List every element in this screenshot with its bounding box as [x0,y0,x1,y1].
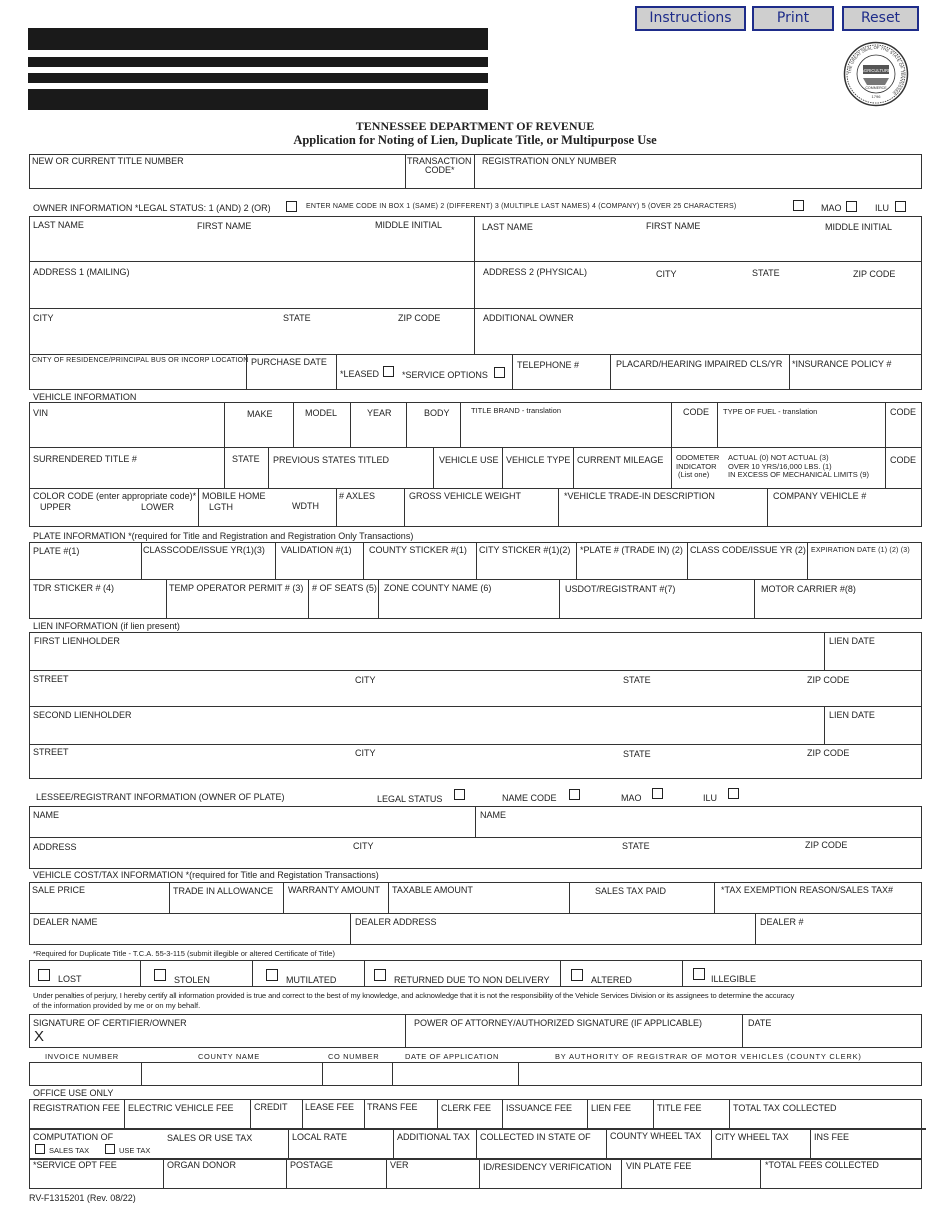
owner1-middle-initial-field[interactable]: MIDDLE INITIAL [375,220,443,230]
service-options-checkbox[interactable] [494,367,505,378]
barcode-bar [28,28,488,50]
lessee-name-code-checkbox[interactable] [569,789,580,800]
purchase-date-field[interactable]: PURCHASE DATE [251,357,327,367]
mao-checkbox[interactable] [846,201,857,212]
leased-checkbox[interactable] [383,366,394,377]
expiration-date-field[interactable]: EXPIRATION DATE (1) (2) (3) [811,547,910,554]
class-code-issue-field[interactable]: CLASS CODE/ISSUE YR (2) [690,545,806,555]
motor-carrier-field[interactable]: MOTOR CARRIER #(8) [761,584,856,594]
ev-fee-field[interactable]: ELECTRIC VEHICLE FEE [128,1103,234,1113]
fuel-type-field[interactable]: TYPE OF FUEL - translation [723,407,818,416]
clerk-fee-field[interactable]: CLERK FEE [441,1103,492,1113]
dealer-number-field[interactable]: DEALER # [760,917,804,927]
lessee-legal-status-checkbox[interactable] [454,789,465,800]
date-of-application-field[interactable] [395,1066,515,1084]
color-code-field[interactable]: COLOR CODE (enter appropriate code)* [33,491,197,501]
sales-tax-paid-field[interactable]: SALES TAX PAID [595,886,667,896]
instructions-button[interactable]: Instructions [635,6,746,31]
warranty-amount-field[interactable]: WARRANTY AMOUNT [288,885,381,895]
insurance-policy-field[interactable]: *INSURANCE POLICY # [792,359,892,369]
company-vehicle-field[interactable]: COMPANY VEHICLE # [773,491,867,501]
body-field[interactable]: BODY [424,408,450,418]
lien2-street-field[interactable]: STREET [33,747,69,757]
total-tax-field[interactable]: TOTAL TAX COLLECTED [733,1103,837,1113]
lien-fee-field[interactable]: LIEN FEE [591,1103,632,1113]
classcode-field[interactable]: CLASSCODE/ISSUE YR(1)(3) [143,545,265,555]
duplicate-requirement-note: *Required for Duplicate Title - T.C.A. 55-3-115 (submit illegible or altered Certificate of Title) [33,949,335,958]
surrendered-state-field[interactable]: STATE [232,454,260,464]
certification-text: Under penalties of perjury, I hereby certify all information provided is true and correct to the best of my knowledge, and acknowledge that it is not the responsibility of the Vehicle Services Division or its assignees to determine the accuracy [33,991,795,1000]
make-field[interactable]: MAKE [247,409,273,419]
county-residence-field[interactable]: CNTY OF RESIDENCE/PRINCIPAL BUS OR INCORP LOCATION [32,357,249,364]
lien1-street-field[interactable]: STREET [33,674,69,684]
model-field[interactable]: MODEL [305,408,338,418]
barcode-bar [28,89,488,110]
tax-exemption-field[interactable]: *TAX EXEMPTION REASON/SALES TAX# [721,885,894,895]
poa-signature-field[interactable]: POWER OF ATTORNEY/AUTHORIZED SIGNATURE (IF APPLICABLE) [414,1018,703,1028]
brand-code-field[interactable]: CODE [683,407,710,417]
trade-allowance-field[interactable]: TRADE IN ALLOWANCE [173,886,274,896]
second-lienholder-field[interactable]: SECOND LIENHOLDER [33,710,132,720]
tdr-sticker-field[interactable]: TDR STICKER # (4) [33,583,115,593]
id-residency-field[interactable]: ID/RESIDENCY VERIFICATION [483,1162,612,1172]
taxable-amount-field[interactable]: TAXABLE AMOUNT [392,885,473,895]
total-fees-field[interactable]: *TOTAL FEES COLLECTED [765,1160,879,1170]
postage-field[interactable]: POSTAGE [290,1160,333,1170]
plate-trade-in-field[interactable]: *PLATE # (TRADE IN) (2) [580,545,683,555]
mobile-home-field[interactable]: MOBILE HOME [202,491,266,501]
address1-field[interactable]: ADDRESS 1 (MAILING) [33,267,130,277]
credit-field[interactable]: CREDIT [254,1102,288,1112]
trans-fee-field[interactable]: TRANS FEE [367,1102,418,1112]
lost-checkbox[interactable] [38,969,50,981]
axles-field[interactable]: # AXLES [339,491,376,501]
city-wheel-tax-field[interactable]: CITY WHEEL TAX [715,1132,789,1142]
first-lien-date-field[interactable]: LIEN DATE [829,636,875,646]
transaction-code-field[interactable]: TRANSACTION [407,156,472,166]
computation-label: COMPUTATION OF [33,1132,114,1142]
state-seal-icon [843,41,909,107]
city-sticker-field[interactable]: CITY STICKER #(1)(2) [479,545,571,555]
zone-county-field[interactable]: ZONE COUNTY NAME (6) [384,583,492,593]
form-number: RV-F1315201 (Rev. 08/22) [29,1193,136,1203]
usdot-field[interactable]: USDOT/REGISTRANT #(7) [565,584,676,594]
sales-tax-checkbox[interactable] [35,1144,45,1154]
lien-info-label: LIEN INFORMATION (if lien present) [33,621,180,631]
signature-field[interactable]: SIGNATURE OF CERTIFIER/OWNER [33,1018,187,1028]
mutilated-checkbox[interactable] [266,969,278,981]
lessee-address-field[interactable]: ADDRESS [33,842,77,852]
plate-info-label: PLATE INFORMATION *(required for Title and Registration and Registration Only Transactions) [33,531,414,541]
dept-name: TENNESSEE DEPARTMENT OF REVENUE [355,119,595,133]
county-number-field[interactable] [325,1066,390,1084]
ins-fee-field[interactable]: INS FEE [814,1132,850,1142]
organ-donor-field[interactable]: ORGAN DONOR [167,1160,237,1170]
county-wheel-tax-field[interactable]: COUNTY WHEEL TAX [610,1131,702,1141]
altered-checkbox[interactable] [571,969,583,981]
seats-field[interactable]: # OF SEATS (5) [312,583,377,593]
vehicle-info-label: VEHICLE INFORMATION [33,392,137,402]
local-rate-field[interactable]: LOCAL RATE [292,1132,348,1142]
surrendered-title-field[interactable]: SURRENDERED TITLE # [33,454,137,464]
registration-fee-field[interactable]: REGISTRATION FEE [33,1103,120,1113]
owner-zip-field[interactable]: ZIP CODE [398,313,441,323]
lessee-info-label: LESSEE/REGISTRANT INFORMATION (OWNER OF PLATE) [36,792,285,802]
ilu-checkbox[interactable] [895,201,906,212]
year-field[interactable]: YEAR [367,408,392,418]
lessee-name-field[interactable]: NAME [33,810,60,820]
lessee-name2-field[interactable]: NAME [480,810,507,820]
illegible-checkbox[interactable] [693,968,705,980]
owner2-first-name-field[interactable]: FIRST NAME [646,221,701,231]
additional-owner-field[interactable]: ADDITIONAL OWNER [483,313,574,323]
svg-text:THE GREAT SEAL OF THE STATE OF: THE GREAT SEAL OF THE STATE OF TENNESSEE [846,44,906,96]
vehicle-type-field[interactable]: VEHICLE TYPE [506,455,571,465]
sale-price-field[interactable]: SALE PRICE [32,885,86,895]
owner1-last-name-field[interactable]: LAST NAME [33,220,84,230]
stolen-checkbox[interactable] [154,969,166,981]
service-opt-fee-field[interactable]: *SERVICE OPT FEE [33,1160,117,1170]
gross-weight-field[interactable]: GROSS VEHICLE WEIGHT [409,491,522,501]
new-title-number-field[interactable]: NEW OR CURRENT TITLE NUMBER [32,156,184,166]
additional-tax-field[interactable]: ADDITIONAL TAX [397,1132,470,1142]
form-title: Application for Noting of Lien, Duplicate Title, or Multipurpose Use [293,133,657,147]
title-brand-field[interactable]: TITLE BRAND - translation [471,406,562,415]
sales-use-tax-field[interactable]: SALES OR USE TAX [167,1133,253,1143]
use-tax-checkbox[interactable] [105,1144,115,1154]
collected-in-state-field[interactable]: COLLECTED IN STATE OF [480,1132,591,1142]
reset-button[interactable]: Reset [842,6,919,31]
current-mileage-field[interactable]: CURRENT MILEAGE [577,455,664,465]
previous-states-field[interactable]: PREVIOUS STATES TITLED [273,455,390,465]
temp-operator-field[interactable]: TEMP OPERATOR PERMIT # (3) [169,583,304,593]
fuel-code-field[interactable]: CODE [890,407,917,417]
print-button[interactable]: Print [752,6,834,31]
odometer-code-field[interactable]: CODE [890,455,917,465]
ver-field[interactable]: VER [390,1160,409,1170]
address2-field[interactable]: ADDRESS 2 (PHYSICAL) [483,267,588,277]
placard-field[interactable]: PLACARD/HEARING IMPAIRED CLS/YR [616,359,783,369]
name-code-checkbox[interactable] [793,200,804,211]
barcode-bar [28,73,488,83]
owner1-first-name-field[interactable]: FIRST NAME [197,221,252,231]
county-name-field[interactable] [144,1066,320,1084]
title-fee-field[interactable]: TITLE FEE [657,1103,702,1113]
telephone-field[interactable]: TELEPHONE # [517,360,580,370]
owner2-last-name-field[interactable]: LAST NAME [482,222,533,232]
registration-only-number-field[interactable]: REGISTRATION ONLY NUMBER [482,156,617,166]
lessee-ilu-checkbox[interactable] [728,788,739,799]
registrar-authority-field[interactable] [521,1066,919,1084]
owner-state-field[interactable]: STATE [283,313,311,323]
vehicle-use-field[interactable]: VEHICLE USE [439,455,499,465]
lessee-mao-checkbox[interactable] [652,788,663,799]
barcode-bar [28,57,488,67]
svg-text:AGRICULTURE: AGRICULTURE [861,68,891,73]
owner-info-label: OWNER INFORMATION *LEGAL STATUS: 1 (AND) 2 (OR) [33,203,271,213]
signature-date-field[interactable]: DATE [748,1018,772,1028]
cost-info-label: VEHICLE COST/TAX INFORMATION *(required for Title and Registation Transactions) [33,870,379,880]
owner2-middle-initial-field[interactable]: MIDDLE INITIAL [825,222,893,232]
lease-fee-field[interactable]: LEASE FEE [305,1102,355,1112]
dealer-address-field[interactable]: DEALER ADDRESS [355,917,437,927]
owner-city-field[interactable]: CITY [33,313,54,323]
svg-text:1796: 1796 [871,94,881,99]
name-code-label: ENTER NAME CODE IN BOX 1 (SAME) 2 (DIFFERENT) 3 (MULTIPLE LAST NAMES) 4 (COMPANY) 5 (OVER 25 CHARACTERS) [306,203,737,210]
trade-in-description-field[interactable]: *VEHICLE TRADE-IN DESCRIPTION [564,491,715,501]
office-use-label: OFFICE USE ONLY [33,1088,114,1098]
second-lien-date-field[interactable]: LIEN DATE [829,710,875,720]
plate-number-field[interactable]: PLATE #(1) [33,546,80,556]
svg-text:COMMERCE: COMMERCE [865,86,887,90]
vin-field[interactable]: VIN [33,408,49,418]
legal-status-checkbox[interactable] [286,201,297,212]
first-lienholder-field[interactable]: FIRST LIENHOLDER [34,636,120,646]
returned-checkbox[interactable] [374,969,386,981]
invoice-number-field[interactable] [32,1066,140,1084]
dealer-name-field[interactable]: DEALER NAME [33,917,98,927]
vin-plate-fee-field[interactable]: VIN PLATE FEE [626,1161,692,1171]
issuance-fee-field[interactable]: ISSUANCE FEE [506,1103,573,1113]
county-sticker-field[interactable]: COUNTY STICKER #(1) [369,545,467,555]
validation-field[interactable]: VALIDATION #(1) [281,545,352,555]
